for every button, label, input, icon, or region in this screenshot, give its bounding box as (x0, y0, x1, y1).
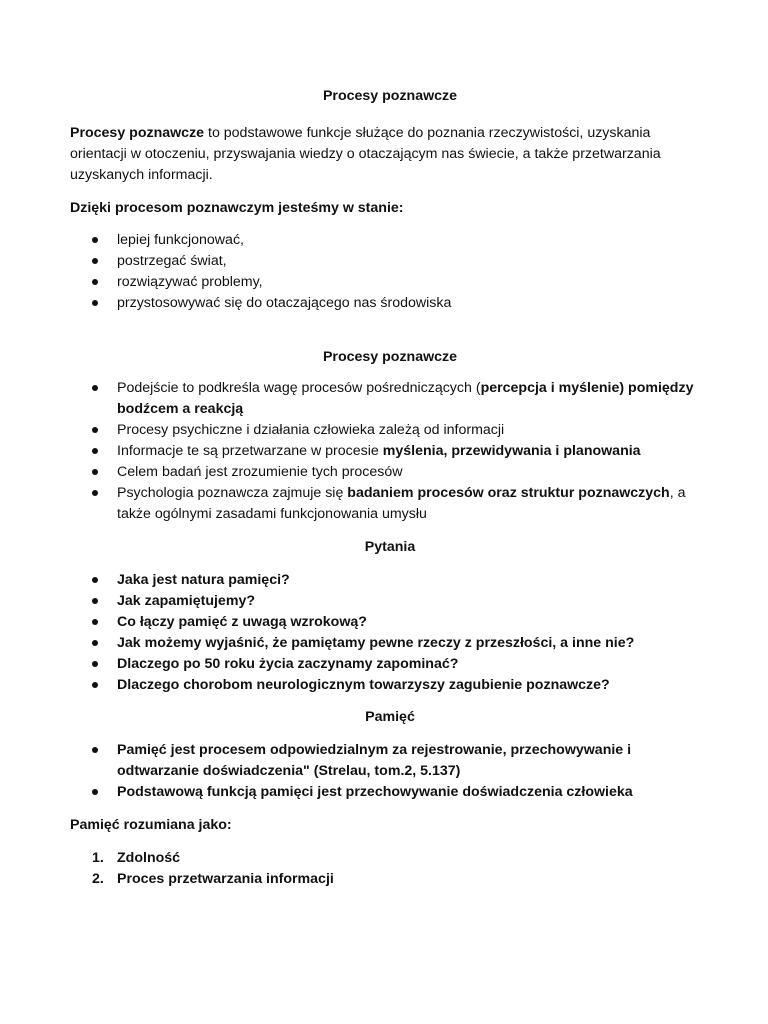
list-item (70, 420, 710, 441)
document-page (70, 86, 710, 890)
list-item-text: Procesy psychiczne i działania człowieka zależą od informacji (117, 422, 505, 438)
list-item: Jak możemy wyjaśnić, że pamiętamy pewne rzeczy z przeszłości, a inne nie? (70, 633, 710, 654)
list-item: Jak zapamiętujemy? (70, 591, 710, 612)
title-procesy-poznawcze: Procesy poznawcze (322, 88, 458, 104)
list-item: lepiej funkcjonować, (70, 230, 710, 251)
list-item-bold: myślenia, przewidywania i planowania (382, 443, 641, 459)
questions-list (70, 570, 710, 696)
list-item (70, 441, 710, 462)
list-item (70, 462, 710, 483)
list-item (70, 848, 710, 869)
list-item-text: Celem badań jest zrozumienie tych procesów (117, 464, 403, 480)
list-item-bold: percepcja i myślenie) pomiędzy bodźcem a reakcją (117, 380, 694, 417)
list-number: 1. (92, 850, 104, 866)
list-number: 2. (92, 871, 104, 887)
title-procesy-poznawcze-2: Procesy poznawcze (322, 349, 458, 365)
title-pamiec: Pamięć (365, 709, 415, 725)
intro-text: to podstawowe funkcje służące do poznania rzeczywistości, uzyskania orientacji w otoczeniu, przyswajania wiedzy o otaczającym nas świecie, a także przetwarzania uzyskanych informacji. (70, 125, 661, 183)
list-item-text: Informacje te są przetwarzane w procesie (117, 443, 383, 459)
list-item: Co łączy pamięć z uwagą wzrokową? (70, 612, 710, 633)
list-item-bold: badaniem procesów oraz struktur poznawczych (347, 485, 670, 501)
list-item-text: Proces przetwarzania informacji (117, 871, 334, 887)
list-item: Dlaczego chorobom neurologicznym towarzyszy zagubienie poznawcze? (70, 675, 710, 696)
list-item: Podstawową funkcją pamięci jest przechowywanie doświadczenia człowieka (70, 782, 710, 803)
abilities-list (70, 230, 710, 314)
list-item (70, 483, 710, 525)
list-item: Jaka jest natura pamięci? (70, 570, 710, 591)
list-item: Dlaczego po 50 roku życia zaczynamy zapominać? (70, 654, 710, 675)
list-item: postrzegać świat, (70, 251, 710, 272)
lead-dzieki-procesom: Dzięki procesom poznawczym jesteśmy w stanie: (70, 200, 404, 216)
list-item: Pamięć jest procesem odpowiedzialnym za rejestrowanie, przechowywanie i odtwarzanie doświadczenia" (Strelau, tom.2, 5.137) (70, 740, 710, 782)
list-item-text: Podejście to podkreśla wagę procesów pośredniczących ( (117, 380, 481, 396)
memory-definition-list (70, 848, 710, 890)
cognitive-approach-list (70, 378, 710, 525)
list-item-text: Zdolność (117, 850, 181, 866)
list-item-text: Psychologia poznawcza zajmuje się (117, 485, 348, 501)
list-item: rozwiązywać problemy, (70, 272, 710, 293)
list-item (70, 869, 710, 890)
intro-bold-term: Procesy poznawcze (70, 125, 205, 141)
list-item: przystosowywać się do otaczającego nas środowiska (70, 293, 710, 314)
list-item (70, 378, 710, 420)
list-item-text: , a także ogólnymi zasadami funkcjonowania umysłu (117, 485, 686, 522)
title-pytania: Pytania (364, 539, 416, 555)
intro-paragraph (70, 123, 710, 186)
memory-list (70, 740, 710, 803)
lead-pamiec-rozumiana: Pamięć rozumiana jako: (70, 817, 232, 833)
